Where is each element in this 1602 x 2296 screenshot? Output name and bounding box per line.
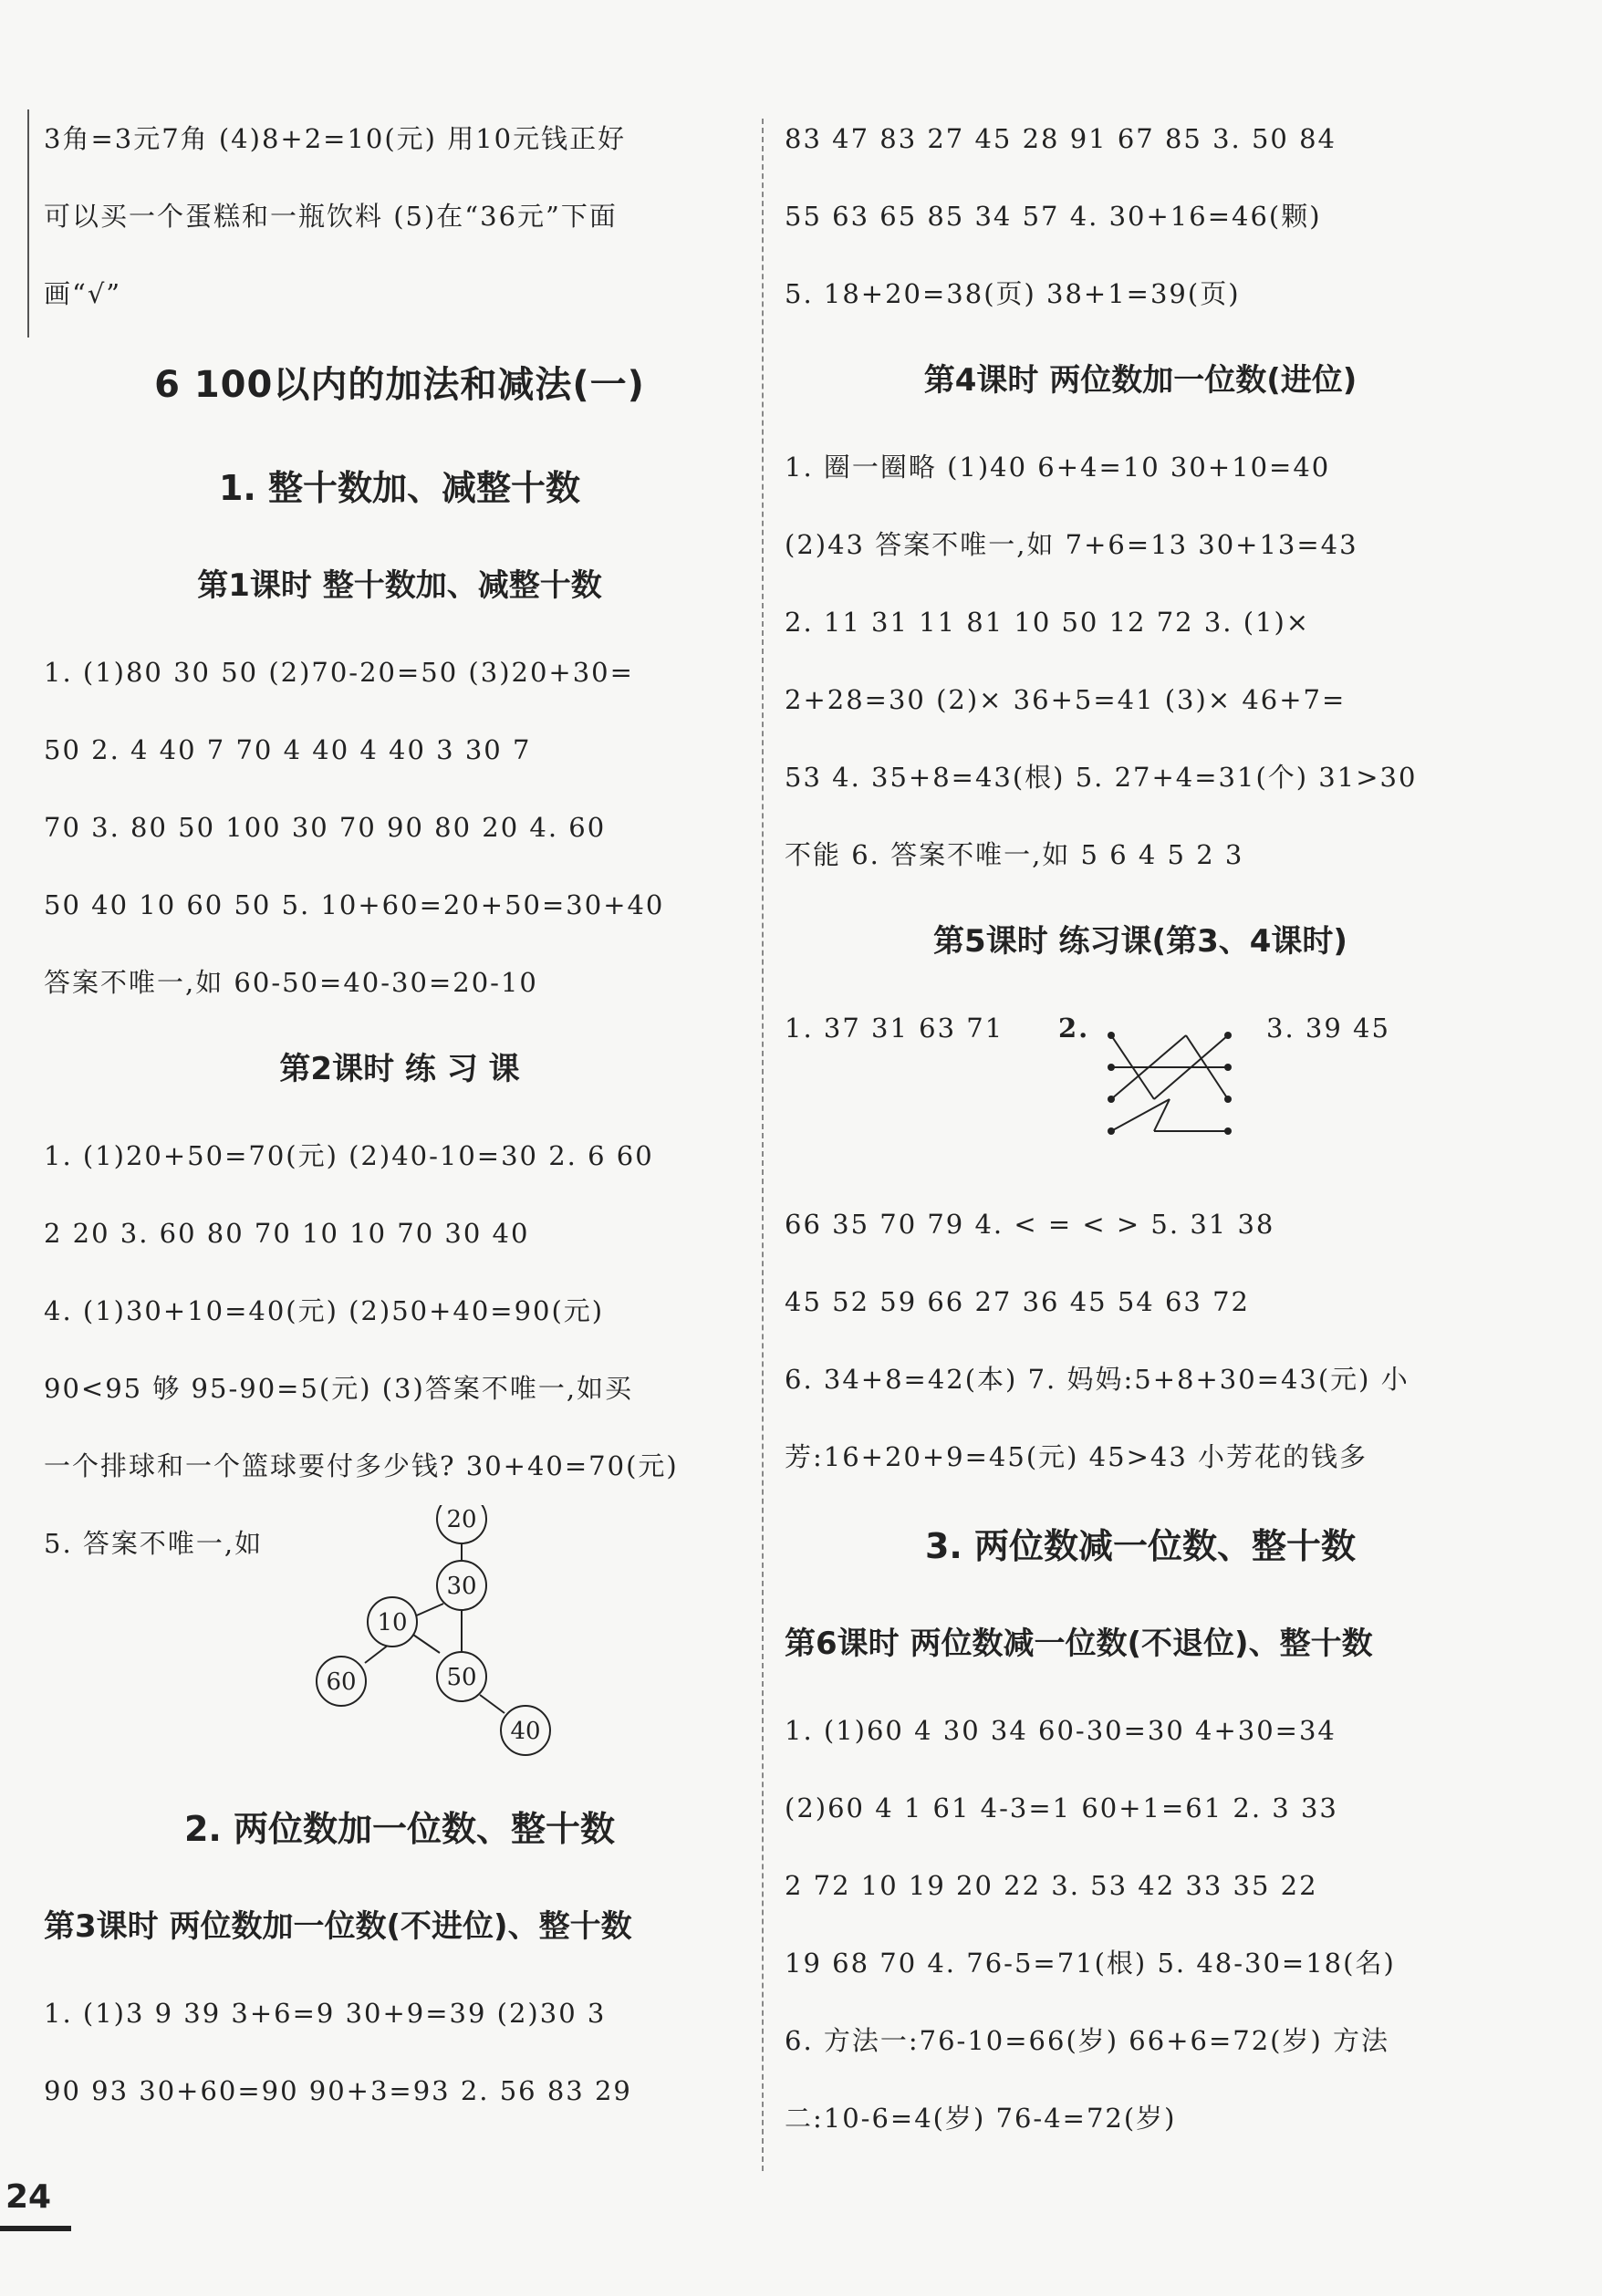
text-line: 不能 6. 答案不唯一,如 5 6 4 5 2 3: [785, 839, 1244, 870]
matching-dot: [1108, 1064, 1115, 1071]
lesson-title: 第3课时 两位数加一位数(不进位)、整十数: [44, 1908, 632, 1945]
line-matching-diagram: [785, 990, 1496, 1186]
text-line: 90 93 30+60=90 90+3=93 2. 56 83 29: [44, 2075, 632, 2106]
number-tree-diagram: [44, 1505, 755, 1779]
text-line: 3角=3元7角 (4)8+2=10(元) 用10元钱正好: [44, 123, 627, 154]
text-line: 55 63 65 85 34 57 4. 30+16=46(颗): [785, 201, 1322, 232]
text-line: 4. (1)30+10=40(元) (2)50+40=90(元): [44, 1295, 605, 1326]
text-line: 3. 39 45: [1266, 1013, 1390, 1044]
margin-rule: [27, 109, 29, 338]
text-line: 45 52 59 66 27 36 45 54 63 72: [785, 1286, 1250, 1317]
tree-node-label: 10: [377, 1609, 408, 1636]
text-line: 6. 方法一:76-10=66(岁) 66+6=72(岁) 方法: [785, 2025, 1390, 2056]
matching-dot: [1224, 1096, 1232, 1103]
tree-node-label: 50: [446, 1664, 477, 1691]
unit-title: 6 100以内的加法和减法(一): [154, 364, 645, 406]
tree-node-label: 20: [446, 1506, 477, 1533]
text-line: 53 4. 35+8=43(根) 5. 27+4=31(个) 31>30: [785, 762, 1418, 793]
tree-node-label: 40: [510, 1718, 541, 1745]
tree-node-label: 60: [326, 1668, 357, 1696]
lesson-title: 第6课时 两位数减一位数(不退位)、整十数: [785, 1626, 1373, 1662]
page-number: 24: [5, 2178, 52, 2216]
lesson-title: 第1课时 整十数加、减整十数: [197, 567, 602, 604]
tree-edge: [480, 1695, 505, 1713]
text-line: 90<95 够 95-90=5(元) (3)答案不唯一,如买: [44, 1373, 634, 1404]
text-line: 19 68 70 4. 76-5=71(根) 5. 48-30=18(名): [785, 1948, 1396, 1979]
text-line: 50 40 10 60 50 5. 10+60=20+50=30+40: [44, 889, 665, 920]
tree-edge: [412, 1604, 443, 1617]
text-line: 2 72 10 19 20 22 3. 53 42 33 35 22: [785, 1870, 1318, 1901]
text-line: 66 35 70 79 4. < = < > 5. 31 38: [785, 1209, 1275, 1240]
text-line: 芳:16+20+9=45(元) 45>43 小芳花的钱多: [785, 1441, 1368, 1472]
section-title: 1. 整十数加、减整十数: [218, 468, 581, 508]
section-title: 3. 两位数减一位数、整十数: [924, 1526, 1357, 1566]
text-line: 2+28=30 (2)× 36+5=41 (3)× 46+7=: [785, 684, 1347, 715]
lesson-title: 第5课时 练习课(第3、4课时): [933, 923, 1347, 960]
right-column: [785, 100, 1496, 2157]
text-line: 2. 11 31 11 81 10 50 12 72 3. (1)×: [785, 607, 1311, 638]
text-line: 1. (1)3 9 39 3+6=9 30+9=39 (2)30 3: [44, 1998, 607, 2029]
text-line: 1. 圈一圈略 (1)40 6+4=10 30+10=40: [785, 452, 1331, 483]
matching-figure: [785, 990, 1496, 1186]
text-line: (2)60 4 1 61 4-3=1 60+1=61 2. 3 33: [785, 1792, 1338, 1823]
matching-dot: [1224, 1032, 1232, 1039]
section-title: 2. 两位数加一位数、整十数: [183, 1809, 616, 1849]
lesson-title: 第4课时 两位数加一位数(进位): [923, 362, 1358, 399]
text-line: 可以买一个蛋糕和一瓶饮料 (5)在“36元”下面: [44, 201, 618, 232]
page-number-underline: [0, 2226, 71, 2231]
text-line: 83 47 83 27 45 28 91 67 85 3. 50 84: [785, 123, 1337, 154]
text-line: 5. 18+20=38(页) 38+1=39(页): [785, 278, 1241, 309]
text-line: 6. 34+8=42(本) 7. 妈妈:5+8+30=43(元) 小: [785, 1364, 1410, 1395]
question-label: 2.: [1058, 1013, 1090, 1044]
text-line: 1. 37 31 63 71: [785, 1013, 1004, 1044]
text-line: 1. (1)80 30 50 (2)70-20=50 (3)20+30=: [44, 657, 634, 688]
matching-dot: [1224, 1064, 1232, 1071]
tree-edge: [411, 1633, 440, 1653]
tree-figure: [44, 1505, 755, 1779]
matching-dot: [1108, 1032, 1115, 1039]
column-divider: [762, 119, 764, 2171]
text-line: 二:10-6=4(岁) 76-4=72(岁): [785, 2103, 1177, 2134]
text-line: 2 20 3. 60 80 70 10 10 70 30 40: [44, 1218, 530, 1249]
text-line: 画“√”: [44, 278, 122, 309]
text-line: (2)43 答案不唯一,如 7+6=13 30+13=43: [785, 529, 1358, 560]
matching-dot: [1224, 1127, 1232, 1135]
left-column: [44, 100, 755, 2130]
matching-dot: [1108, 1127, 1115, 1135]
text-line: 一个排球和一个篮球要付多少钱? 30+40=70(元): [44, 1450, 679, 1481]
lesson-title: 第2课时 练 习 课: [279, 1051, 520, 1087]
matching-dot: [1108, 1096, 1115, 1103]
text-line: 1. (1)60 4 30 34 60-30=30 4+30=34: [785, 1715, 1337, 1746]
tree-node-label: 30: [446, 1573, 477, 1600]
text-line: 答案不唯一,如 60-50=40-30=20-10: [44, 967, 538, 998]
text-line: 1. (1)20+50=70(元) (2)40-10=30 2. 6 60: [44, 1140, 654, 1171]
text-line: 50 2. 4 40 7 70 4 40 4 40 3 30 7: [44, 734, 532, 765]
question-label: 5. 答案不唯一,如: [44, 1528, 264, 1559]
text-line: 70 3. 80 50 100 30 70 90 80 20 4. 60: [44, 812, 607, 843]
